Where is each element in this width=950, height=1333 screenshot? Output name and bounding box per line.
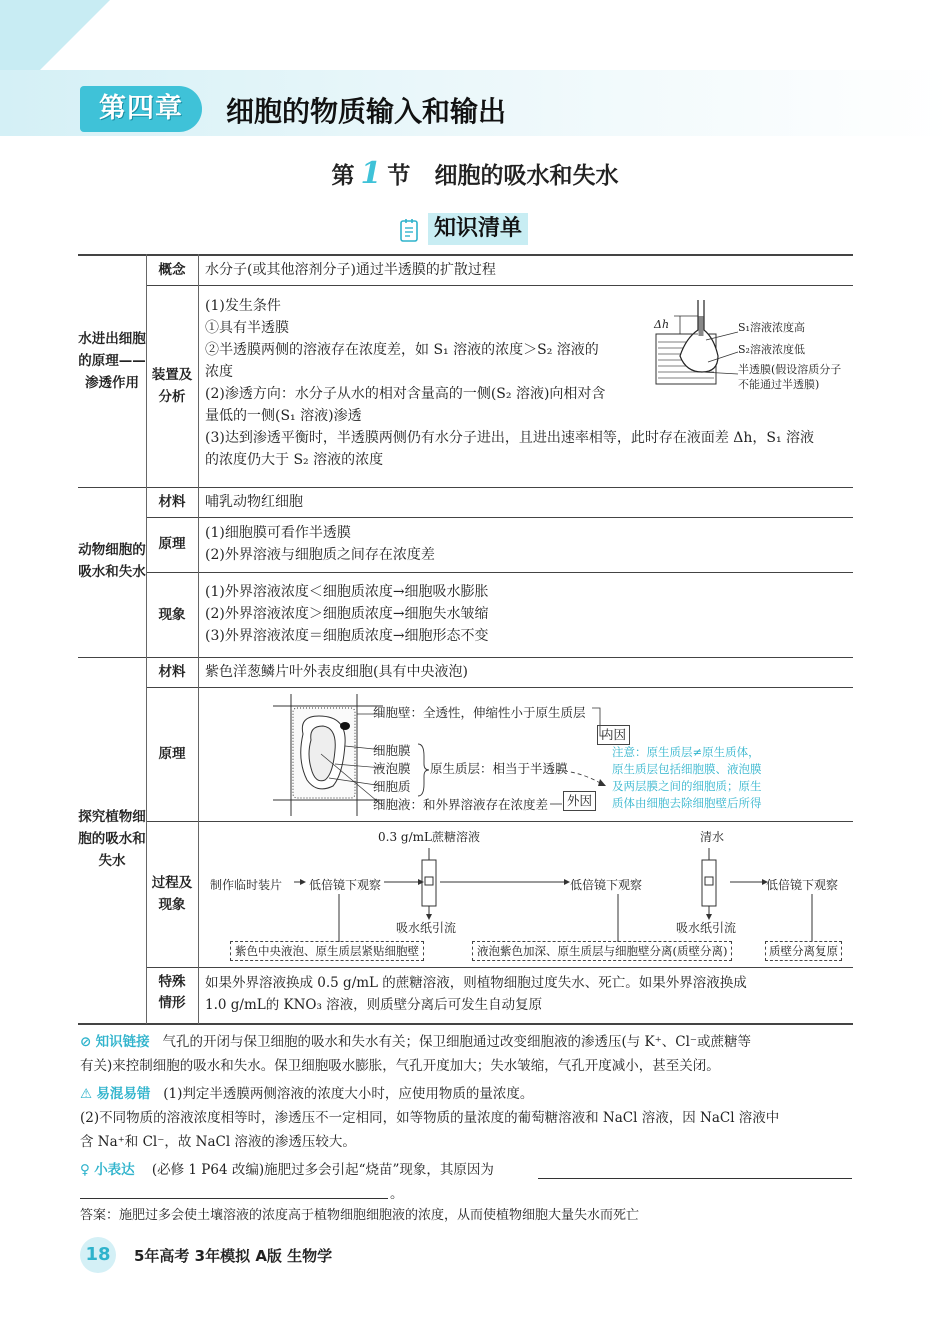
s1-label: S₁溶液浓度高 — [738, 321, 805, 334]
outer-cause-box: 外因 — [563, 791, 596, 811]
knowledge-link-tag: 知识链接 — [95, 1034, 150, 1050]
animal-phenom-1: (1)外界溶液浓度＜细胞质浓度→细胞吸水膨胀 — [205, 584, 489, 600]
knowledge-link-line-2: 有关)来控制细胞的吸水和失水。保卫细胞吸水膨胀，气孔开度加大；失水皱缩，气孔开度减小，甚至关闭。 — [80, 1058, 720, 1074]
plant-principle-label: 原理 — [158, 746, 186, 762]
observe-step-1: 低倍镜下观察 — [309, 878, 382, 892]
cell-sap-label: 细胞液：和外界溶液存在浓度差 — [373, 797, 549, 812]
special-label: 特殊情形 — [158, 974, 186, 1011]
link-icon: ⊘ — [80, 1034, 92, 1050]
express-line — [80, 1158, 494, 1182]
knowledge-link-line-1 — [80, 1030, 751, 1054]
result-box-1: 紫色中央液泡、原生质层紧贴细胞壁 — [230, 941, 424, 961]
delta-h-label: Δh — [654, 318, 670, 331]
plant-process-label: 过程及现象 — [151, 875, 193, 913]
protoplast-note-1: 注意：原生质层≠原生质体， — [612, 745, 760, 759]
protoplast-note-4: 质体由细胞去除细胞壁后所得 — [612, 796, 762, 810]
category-osmosis-label: 水进出细胞的原理——渗透作用 — [78, 331, 146, 391]
special-line-1: 如果外界溶液换成 0.5 g/mL 的蔗糖溶液，则植物细胞过度失水、死亡。如果外界溶液换成 — [205, 975, 747, 991]
sucrose-label: 0.3 g/mL蔗糖溶液 — [378, 830, 480, 844]
draw-paper-2: 吸水纸引流 — [676, 921, 737, 935]
category-plant-cell — [78, 806, 146, 872]
device-label: 装置及分析 — [151, 367, 193, 405]
vacuole-membrane-label: 液泡膜 — [373, 761, 411, 776]
result-box-2: 液泡紫色加深、原生质层与细胞壁分离(质壁分离) — [472, 941, 732, 961]
confusion-line-1 — [80, 1082, 533, 1106]
confusion-tag: 易混易错 — [96, 1086, 151, 1102]
observe-step-2: 低倍镜下观察 — [570, 878, 643, 892]
cytoplasm-label: 细胞质 — [373, 779, 411, 794]
make-slide-step: 制作临时装片 — [210, 878, 283, 892]
warning-icon: ⚠ — [80, 1086, 93, 1102]
protoplast-brace — [416, 742, 430, 798]
cell-membrane-label: 细胞膜 — [373, 743, 411, 758]
answer-text: 答案：施肥过多会使土壤溶液的浓度高于植物细胞细胞液的浓度，从而使植物细胞大量失水而死亡 — [80, 1208, 640, 1223]
animal-principle-text — [205, 522, 435, 566]
device-line-7: (3)达到渗透平衡时，半透膜两侧仍有水分子进出，且进出速率相等，此时存在液面差 Δh，S₁ 溶液 — [205, 430, 815, 446]
answer-blank-line-2 — [80, 1198, 388, 1199]
knowledge-table — [78, 254, 853, 1024]
special-line-2: 1.0 g/mL的 KNO₃ 溶液，则质壁分离后可发生自动复原 — [205, 997, 543, 1013]
protoplast-note-3: 及两层膜之间的细胞质；原生 — [612, 779, 762, 793]
concept-label: 概念 — [158, 262, 186, 278]
protoplast-note — [612, 744, 762, 812]
device-line-2: ①具有半透膜 — [205, 320, 289, 336]
result-box-3: 质壁分离复原 — [765, 941, 842, 961]
section-title — [0, 156, 950, 191]
section-number: 1 — [360, 156, 382, 191]
book-title: 5年高考 3年模拟 A版 生物学 — [134, 1247, 333, 1265]
water-label: 清水 — [700, 830, 725, 844]
observe-step-3: 低倍镜下观察 — [766, 878, 839, 892]
animal-phenom-3: (3)外界溶液浓度＝细胞质浓度→细胞形态不变 — [205, 628, 489, 644]
protoplast-arrow — [548, 766, 608, 794]
concept-text: 水分子(或其他溶剂分子)通过半透膜的扩散过程 — [205, 262, 496, 278]
plant-cell-diagram — [273, 694, 383, 816]
notepad-icon — [398, 217, 422, 243]
membrane-label-1: 半透膜(假设溶质分子 — [738, 363, 842, 376]
device-line-3: ②半透膜两侧的溶液存在浓度差，如 S₁ 溶液的浓度＞S₂ 溶液的 — [205, 342, 599, 358]
category-plant-cell-label: 探究植物细胞的吸水和失水 — [78, 809, 146, 869]
device-line-5: (2)渗透方向：水分子从水的相对含量高的一侧(S₂ 溶液)向相对含 — [205, 386, 606, 402]
animal-principle-label: 原理 — [158, 536, 186, 552]
draw-paper-1: 吸水纸引流 — [396, 921, 457, 935]
express-end: 。 — [390, 1186, 404, 1202]
device-line-1: (1)发生条件 — [205, 298, 281, 314]
confusion-line-3: 含 Na⁺和 Cl⁻，故 NaCl 溶液的渗透压较大。 — [80, 1134, 356, 1150]
animal-phenom-label: 现象 — [158, 607, 186, 623]
plant-material-text: 紫色洋葱鳞片叶外表皮细胞(具有中央液泡) — [205, 664, 468, 680]
special-text — [205, 972, 747, 1016]
protoplast-note-2: 原生质层包括细胞膜、液泡膜 — [612, 762, 762, 776]
membrane-label-2: 不能通过半透膜) — [738, 378, 820, 391]
bulb-icon: ♀ — [80, 1162, 90, 1178]
plant-material-label: 材料 — [158, 664, 186, 680]
page-number: 18 — [80, 1237, 116, 1273]
chapter-title: 细胞的物质输入和输出 — [226, 95, 507, 128]
knowledge-link-text-1: 气孔的开闭与保卫细胞的吸水和失水有关；保卫细胞通过改变细胞液的渗透压(与 K⁺、Cl⁻或蔗糖等 — [162, 1034, 752, 1050]
section-prefix: 第 — [331, 162, 355, 189]
knowledge-list-label: 知识清单 — [428, 213, 528, 245]
animal-principle-2: (2)外界溶液与细胞质之间存在浓度差 — [205, 547, 435, 563]
express-text: (必修 1 P64 改编)施肥过多会引起“烧苗”现象，其原因为 — [151, 1162, 494, 1178]
animal-principle-1: (1)细胞膜可看作半透膜 — [205, 525, 351, 541]
express-tag: 小表达 — [94, 1162, 135, 1178]
category-animal-cell — [78, 539, 146, 583]
s2-label: S₂溶液浓度低 — [738, 343, 805, 356]
category-osmosis — [78, 328, 146, 394]
animal-phenom-text — [205, 581, 489, 647]
answer-blank-line-1 — [538, 1178, 852, 1179]
device-line-4: 浓度 — [205, 364, 233, 380]
category-animal-cell-label: 动物细胞的吸水和失水 — [78, 542, 146, 580]
animal-material-text: 哺乳动物红细胞 — [205, 494, 303, 510]
animal-phenom-2: (2)外界溶液浓度＞细胞质浓度→细胞失水皱缩 — [205, 606, 489, 622]
animal-material-label: 材料 — [158, 494, 186, 510]
cell-wall-label: 细胞壁：全透性，伸缩性小于原生质层 — [373, 705, 586, 720]
section-suffix: 节 — [387, 162, 411, 189]
device-line-8: 的浓度仍大于 S₂ 溶液的浓度 — [205, 452, 384, 468]
section-name: 细胞的吸水和失水 — [434, 162, 619, 189]
chapter-badge: 第四章 — [80, 86, 202, 132]
membrane-label — [738, 362, 841, 392]
inner-cause-box: 内因 — [597, 725, 630, 745]
protoplast-label: 原生质层：相当于半透膜 — [430, 761, 568, 776]
confusion-text-1: (1)判定半透膜两侧溶液的浓度大小时，应使用物质的量浓度。 — [163, 1086, 534, 1102]
confusion-line-2: (2)不同物质的溶液浓度相等时，渗透压不一定相同，如等物质的量浓度的葡萄糖溶液和 NaCl 溶液，因 NaCl 溶液中 — [80, 1110, 780, 1126]
device-line-6: 量低的一侧(S₁ 溶液)渗透 — [205, 408, 362, 424]
